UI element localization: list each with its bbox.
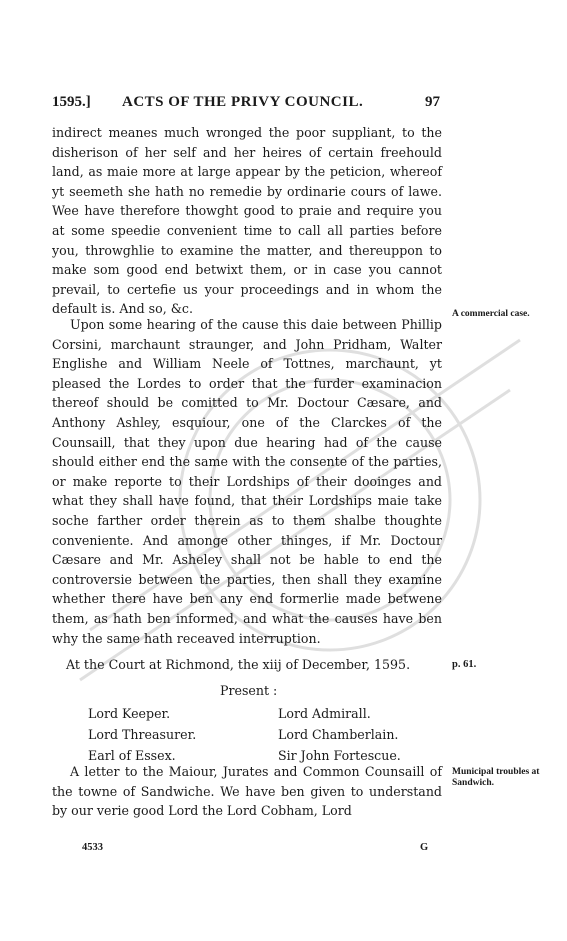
- member-name: Lord Threasurer.: [88, 727, 197, 742]
- header-year: 1595.]: [52, 94, 91, 110]
- present-label: Present :: [220, 683, 278, 698]
- header-title: ACTS OF THE PRIVY COUNCIL.: [122, 94, 364, 110]
- margin-note-commercial-case: A commercial case.: [452, 309, 530, 319]
- paragraph-commercial-case: Upon some hearing of the cause this daie between Phillip Corsini, marchaunt straunger, and John Pridham, Walter Englishe and William Neele of Tottnes, marchaunt, yt pleased the Lordes to order that the furder examinacion thereof should be comitted to Mr. Doctour Cæsare, and Anthony Ashley, esquiour, one of the Clarckes of the Counsaill, that they upon due hearing had of the cause should either end the same with the consente of the parties, or make reporte to their Lordships of their dooinges and what they shall have found, that their Lordships maie take soche farther order therein as to them shalbe thoughte conveniente. And amonge other thinges, if Mr. Doctour Cæsare and Mr. Asheley shall not be hable to end the controversie between the parties, then shall they examine whether there have ben any end formerlie made betwene them, as hath ben informed, and what the causes have ben why the same hath receaved interruption.: [52, 317, 442, 646]
- court-heading: At the Court at Richmond, the xiij of December, 1595.: [66, 657, 411, 672]
- gathering-mark: G: [420, 842, 429, 853]
- attendance-column-right: [278, 703, 401, 766]
- member-name: Sir John Fortescue.: [278, 748, 401, 763]
- running-header: [52, 94, 440, 114]
- member-name: Lord Admirall.: [278, 706, 371, 721]
- attendance-column-left: [88, 703, 196, 766]
- member-name: Lord Keeper.: [88, 706, 171, 721]
- paragraph-sandwich-letter: A letter to the Maiour, Jurates and Common Counsaill of the towne of Sandwiche. We have ben given to understand by our verie good Lord the Lord Cobham, Lord: [52, 764, 442, 819]
- member-name: Lord Chamberlain.: [278, 727, 399, 742]
- page-number: 97: [425, 94, 440, 110]
- member-name: Earl of Essex.: [88, 748, 176, 763]
- margin-note-sandwich: Municipal troubles at Sandwich.: [452, 767, 540, 788]
- margin-page-reference: p. 61.: [452, 659, 477, 670]
- signature-mark: 4533: [82, 842, 103, 853]
- paragraph-continuation: indirect meanes much wronged the poor suppliant, to the disherison of her self and her heires of certain freehould land, as maie more at large appear by the peticion, whereof yt seemeth she hath no remedie by ordinarie cours of lawe. Wee have therefore thowght good to praie and require you at some speedie convenient time to call all parties before you, throwghlie to examine the matter, and thereuppon to make som good end betwixt them, or in case you cannot prevail, to certefie us your proceedings and in whom the default is. And so, &c.: [52, 125, 442, 317]
